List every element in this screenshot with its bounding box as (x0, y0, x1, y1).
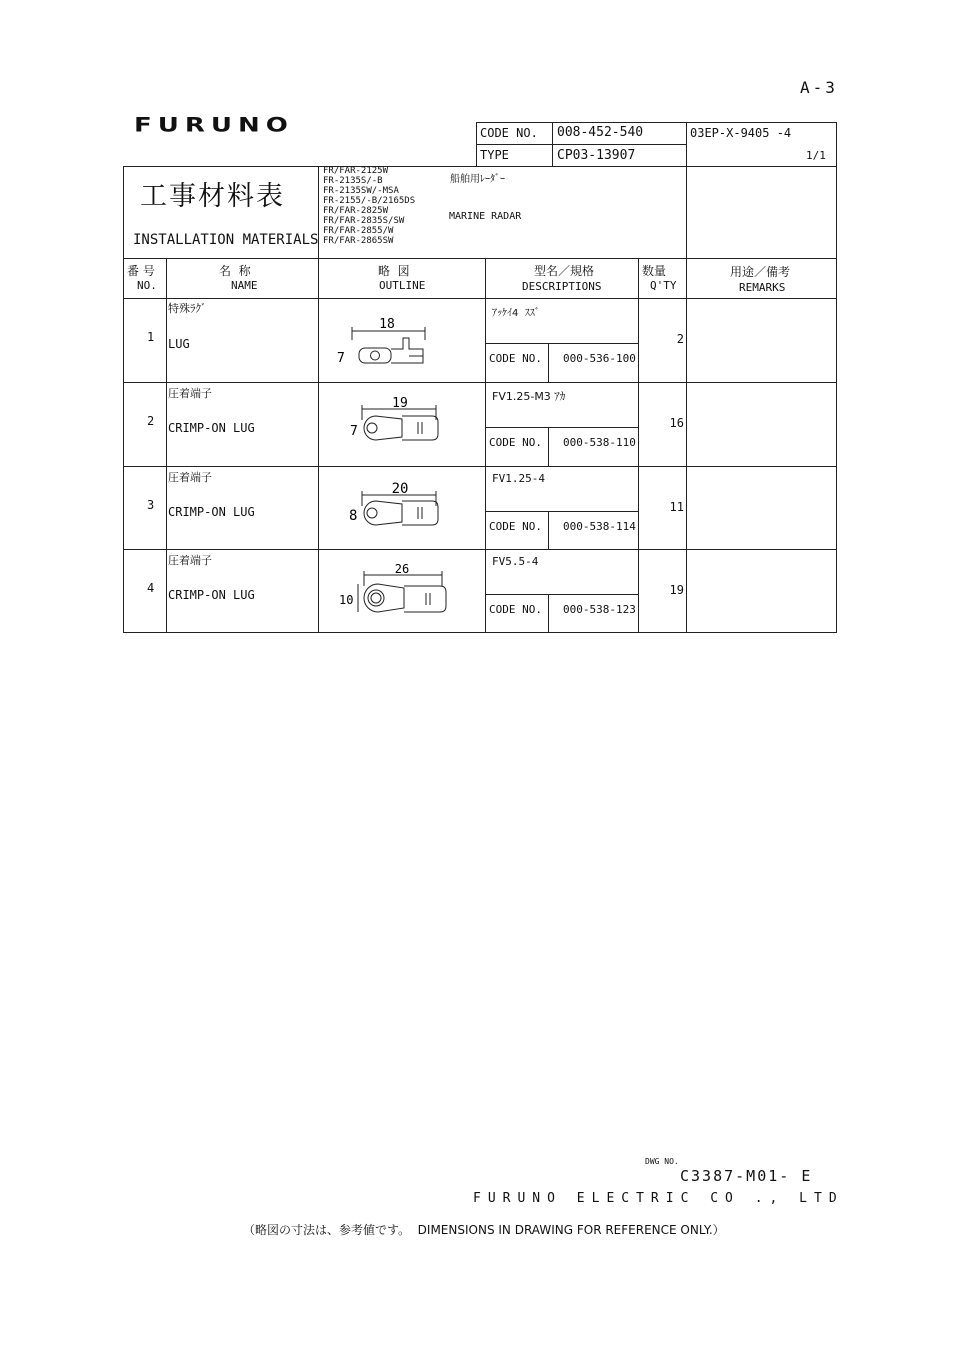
code-no-label: CODE NO. (480, 126, 538, 140)
quantity: 2 (676, 332, 684, 346)
col-desc: DESCRIPTIONS (522, 280, 602, 293)
crimp-lug-outline-drawing (338, 560, 453, 622)
col-remarks: REMARKS (739, 281, 786, 294)
model-item: FR/FAR-2835S/SW (323, 216, 405, 226)
company-name: FURUNO ELECTRIC CO ., LTD (473, 1191, 844, 1206)
item-name-jp: 圧着端子 (168, 471, 212, 484)
crimp-lug-outline-drawing (348, 478, 448, 538)
description: ｱｯｹｲ4 ｽｽﾞ (492, 308, 540, 319)
type-value: CP03-13907 (557, 148, 636, 163)
dim-length: 20 (391, 481, 409, 497)
quantity: 11 (669, 500, 684, 514)
item-name: LUG (168, 337, 190, 351)
doc-code: 03EP-X-9405 -4 (690, 126, 792, 140)
dim-height: 10 (339, 593, 354, 607)
part-code: 000-538-123 (563, 603, 636, 616)
col-outline-jp: 略 図 (378, 264, 410, 278)
lug-outline-drawing (335, 312, 435, 372)
dim-height: 7 (337, 351, 345, 366)
category-en: MARINE RADAR (449, 211, 522, 222)
row-number: 4 (147, 581, 155, 595)
item-name-jp: 特殊ﾗｸﾞ (168, 302, 207, 315)
reference-note: （略図の寸法は、参考値です。 DIMENSIONS IN DRAWING FOR REFERENCE ONLY.） (243, 1223, 725, 1237)
col-desc-jp: 型名／規格 (534, 264, 595, 278)
description: FV1.25-M3 ｱｶ (492, 390, 566, 403)
code-label: CODE NO. (489, 352, 542, 365)
model-item: FR-2155/-B/2165DS (323, 196, 416, 206)
code-no-value: 008-452-540 (557, 125, 644, 140)
dwg-no-label: DWG NO. (645, 1157, 679, 1166)
col-qty: Q'TY (650, 279, 677, 292)
quantity: 16 (669, 416, 684, 430)
type-label: TYPE (480, 148, 509, 162)
col-name: NAME (231, 279, 258, 292)
item-name: CRIMP-ON LUG (168, 421, 255, 435)
part-code: 000-538-110 (563, 436, 636, 449)
model-item: FR-2135S/-B (323, 176, 383, 186)
item-name: CRIMP-ON LUG (168, 588, 255, 602)
title-jp: 工事材料表 (140, 181, 285, 212)
dwg-number: C3387-M01- E (680, 1167, 813, 1185)
crimp-lug-outline-drawing (348, 392, 448, 452)
item-name-jp: 圧着端子 (168, 387, 212, 400)
dim-length: 19 (392, 396, 408, 411)
dim-length: 26 (394, 562, 410, 576)
part-code: 000-536-100 (563, 352, 636, 365)
part-code: 000-538-114 (563, 520, 636, 533)
col-no: NO. (137, 279, 157, 292)
dim-height: 7 (350, 424, 358, 439)
code-label: CODE NO. (489, 603, 542, 616)
model-item: FR-2135SW/-MSA (323, 186, 399, 196)
model-item: FR/FAR-2855/W (323, 226, 394, 236)
category-jp: 船舶用ﾚｰﾀﾞｰ (450, 174, 505, 185)
item-name-jp: 圧着端子 (168, 554, 212, 567)
model-item: FR/FAR-2125W (323, 166, 389, 176)
code-label: CODE NO. (489, 520, 542, 533)
item-name: CRIMP-ON LUG (168, 505, 255, 519)
row-number: 2 (147, 414, 155, 428)
model-item: FR/FAR-2865SW (323, 236, 394, 246)
col-remarks-jp: 用途／備考 (730, 265, 791, 279)
description: FV1.25-4 (492, 472, 545, 485)
sheet-number: 1/1 (806, 149, 826, 162)
col-name-jp: 名 称 (219, 264, 251, 278)
row-number: 1 (147, 330, 155, 344)
model-list (323, 166, 415, 246)
col-outline: OUTLINE (379, 279, 426, 292)
dim-height: 8 (349, 508, 358, 524)
title-en: INSTALLATION MATERIALS (133, 232, 319, 248)
col-qty-jp: 数量 (642, 264, 667, 278)
quantity: 19 (669, 583, 684, 597)
code-label: CODE NO. (489, 436, 542, 449)
page-label: A-3 (800, 78, 838, 97)
company-logo: FURUNO (134, 114, 294, 137)
description: FV5.5-4 (492, 555, 539, 568)
col-no-jp: 番 号 (127, 264, 155, 278)
model-item: FR/FAR-2825W (323, 206, 389, 216)
row-number: 3 (147, 498, 155, 512)
dim-length: 18 (379, 317, 395, 332)
